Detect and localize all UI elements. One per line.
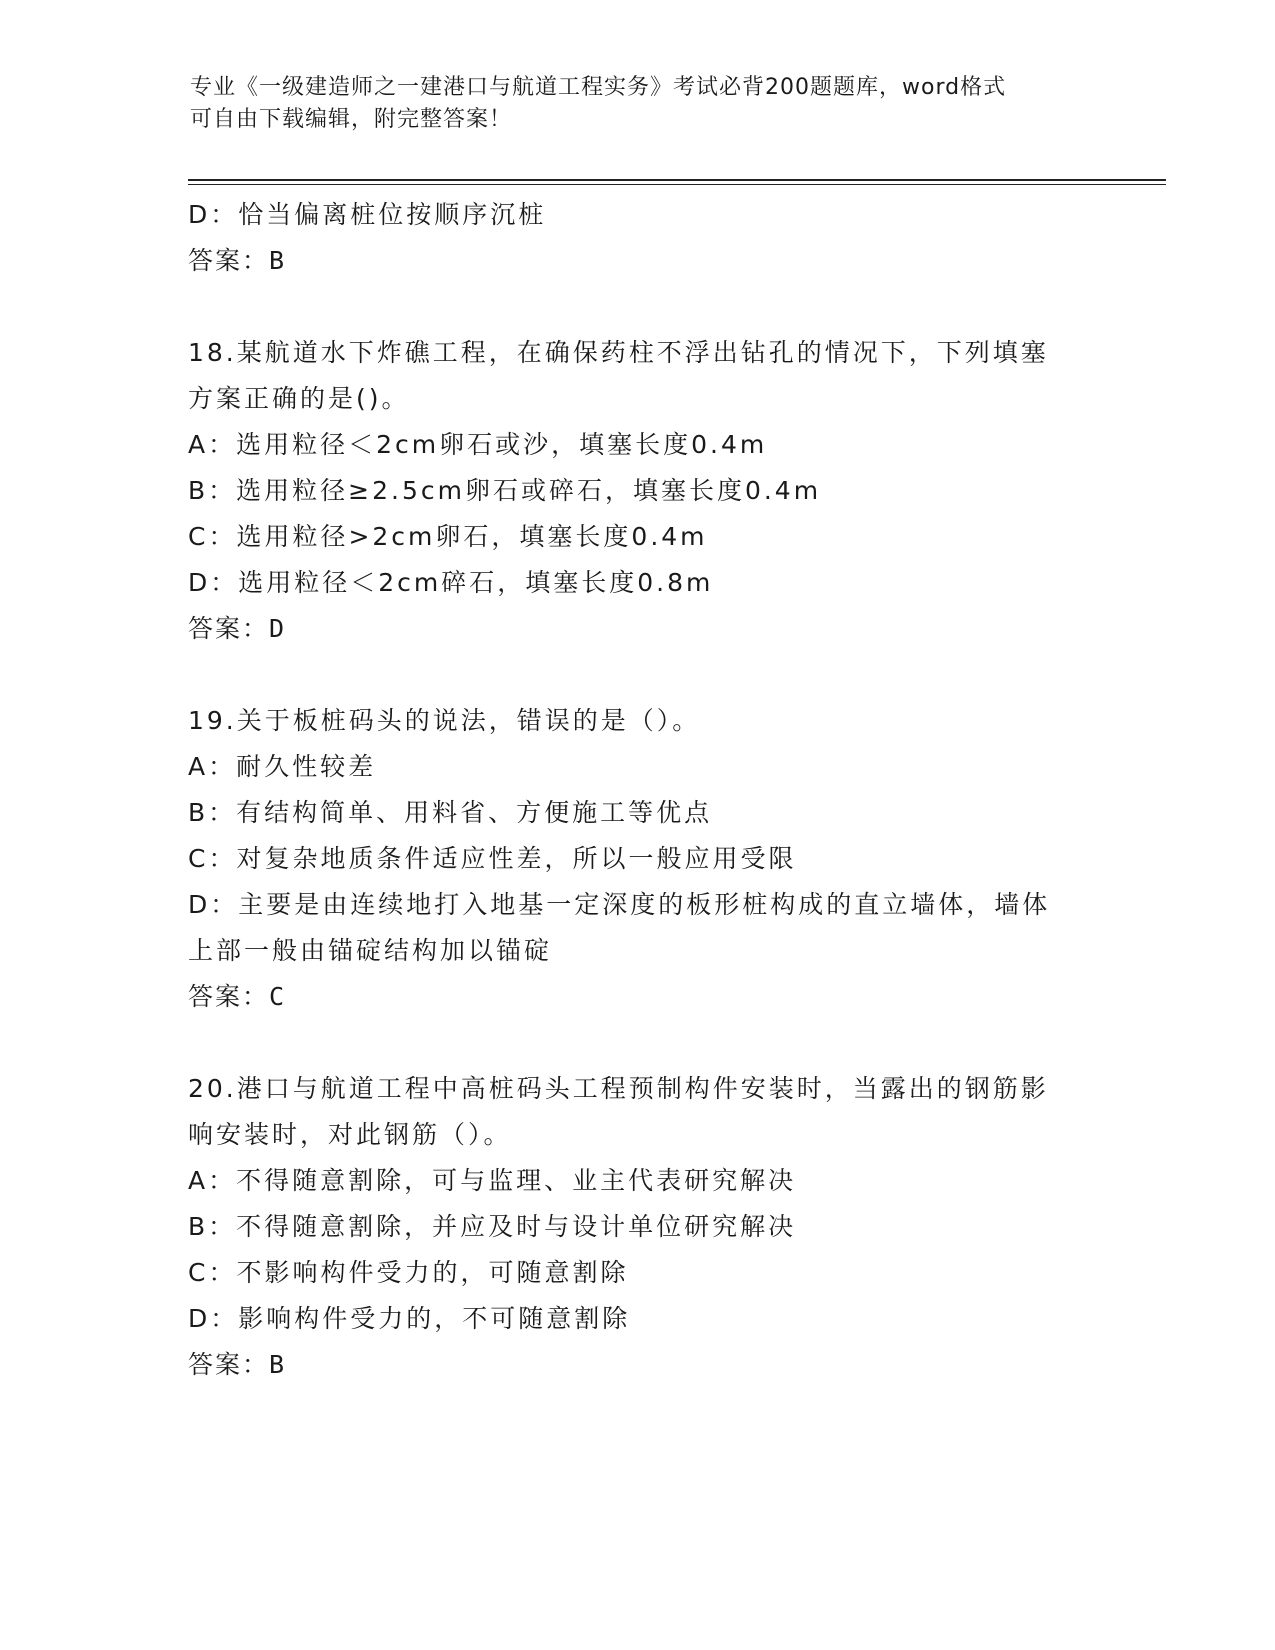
page-header [190,72,1080,136]
question-stem: 20.港口与航道工程中高桩码头工程预制构件安装时，当露出的钢筋影 [188,1074,1049,1103]
option-a: A：不得随意割除，可与监理、业主代表研究解决 [188,1166,797,1195]
question-content [188,192,1088,1388]
option-a: A：选用粒径＜2cm卵石或沙，填塞长度0.4m [188,430,768,459]
question-stem-cont: 响安装时，对此钢筋（）。 [188,1120,512,1149]
option-b: B：不得随意割除，并应及时与设计单位研究解决 [188,1212,797,1241]
question-stem-cont: 方案正确的是()。 [188,384,410,413]
header-line-2: 可自由下载编辑，附完整答案！ [190,107,513,132]
option-d: D：选用粒径＜2cm碎石，填塞长度0.8m [188,568,714,597]
answer: 答案：D [188,614,287,643]
option-c: C：对复杂地质条件适应性差，所以一般应用受限 [188,844,797,873]
answer: 答案：B [188,1350,287,1379]
option-d: D：主要是由连续地打入地基一定深度的板形桩构成的直立墙体，墙体 [188,890,1051,919]
question-18 [188,330,1088,652]
header-line-1: 专业《一级建造师之一建港口与航道工程实务》考试必背200题题库，word格式 [190,75,1007,100]
question-19 [188,698,1088,1020]
question-20 [188,1066,1088,1388]
question-stem: 18.某航道水下炸礁工程，在确保药柱不浮出钻孔的情况下，下列填塞 [188,338,1049,367]
header-divider-thick [188,179,1166,181]
spacer [188,1020,1088,1066]
option-d-cont: 上部一般由锚碇结构加以锚碇 [188,936,553,965]
spacer [188,652,1088,698]
option-a: A：耐久性较差 [188,752,377,781]
option-d: D：影响构件受力的，不可随意割除 [188,1304,631,1333]
prev-answer: 答案：B [188,246,287,275]
option-b: B：有结构简单、用料省、方便施工等优点 [188,798,713,827]
spacer [188,284,1088,330]
option-b: B：选用粒径≥2.5cm卵石或碎石，填塞长度0.4m [188,476,822,505]
option-c: C：不影响构件受力的，可随意割除 [188,1258,629,1287]
answer: 答案：C [188,982,287,1011]
question-stem: 19.关于板桩码头的说法，错误的是（）。 [188,706,701,735]
header-divider-thin [188,184,1166,185]
option-c: C：选用粒径>2cm卵石，填塞长度0.4m [188,522,708,551]
prev-option-d: D：恰当偏离桩位按顺序沉桩 [188,200,547,229]
